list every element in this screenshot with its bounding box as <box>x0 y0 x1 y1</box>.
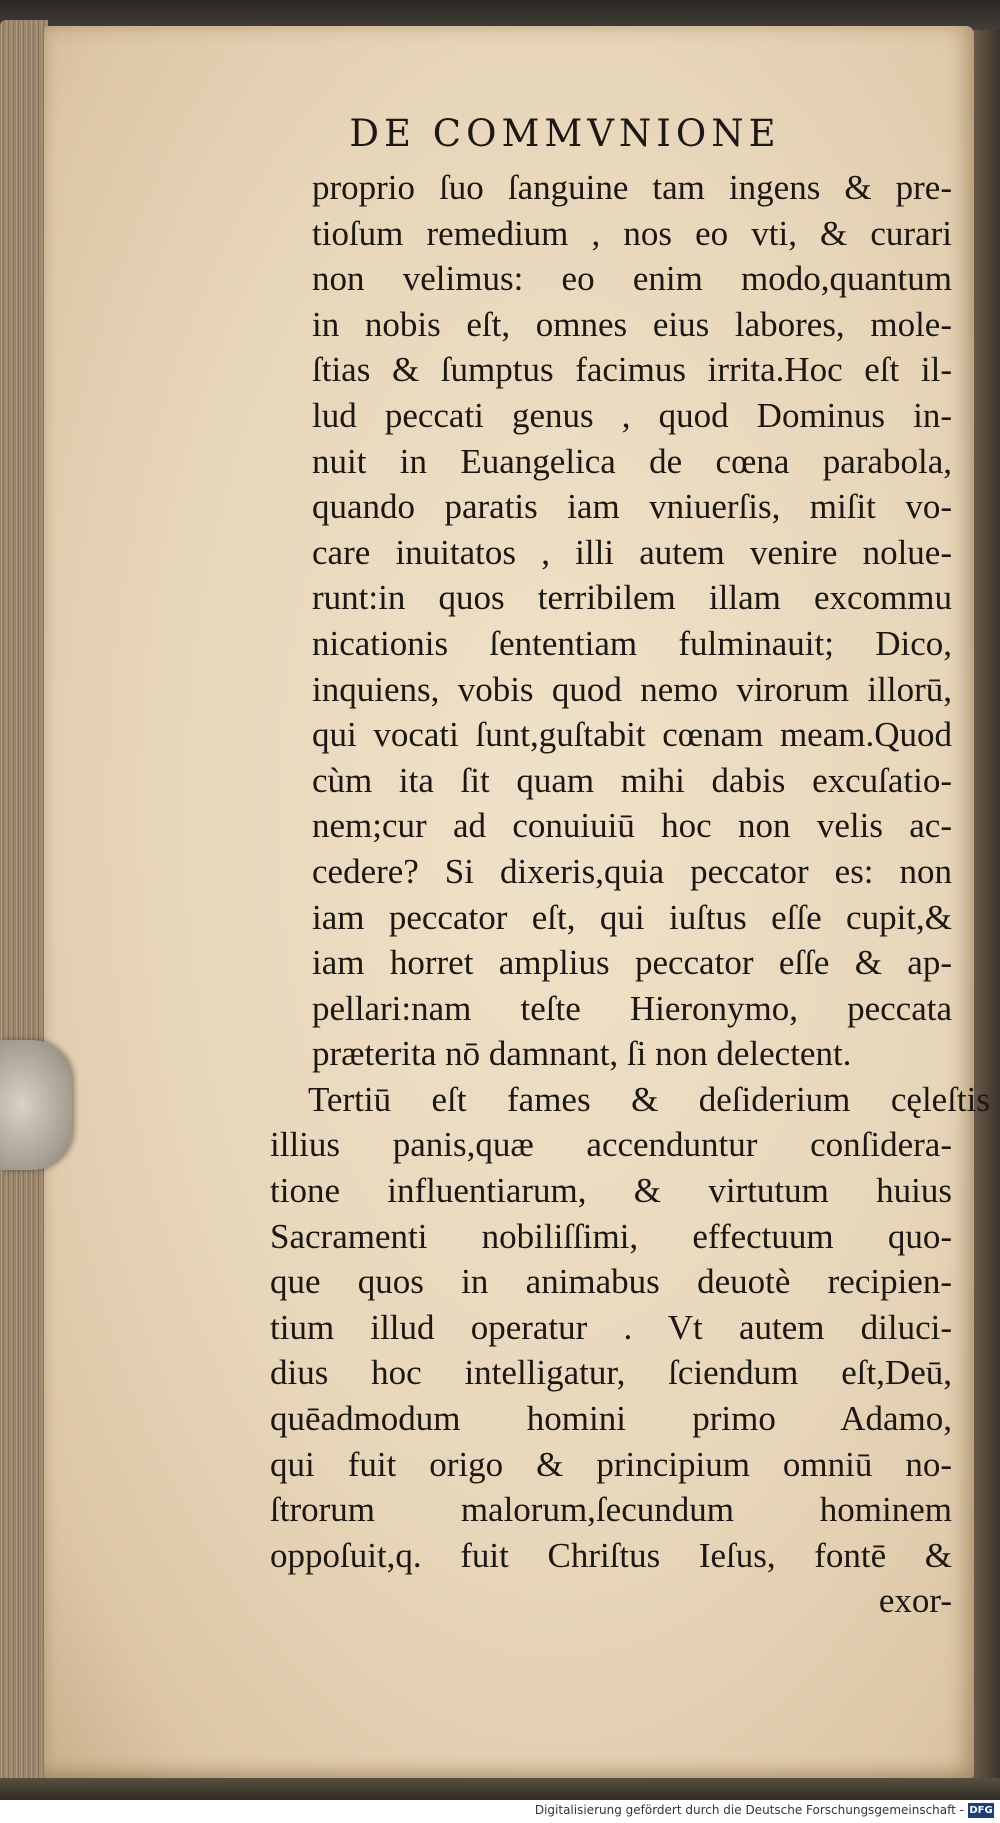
text-line: Sacramenti nobiliſſimi, effectuum quo- <box>270 1216 952 1256</box>
dfg-logo: DFG <box>969 1805 993 1816</box>
text-line: tium illud operatur . Vt autem diluci- <box>270 1307 952 1347</box>
scan-bottom-border <box>0 1778 1000 1800</box>
text-line: iam horret amplius peccator eſſe & ap- <box>312 943 952 983</box>
text-line: dius hoc intelligatur, ſciendum eſt,Deū, <box>270 1353 952 1393</box>
text-line: qui vocati ſunt,guſtabit cœnam meam.Quod <box>312 715 952 755</box>
text-line: quando paratis iam vniuerſis, miſit vo- <box>312 487 952 527</box>
text-line: lud peccati genus , quod Dominus in- <box>312 395 952 435</box>
text-line: præterita nō damnant, ſi non delectent. <box>312 1034 852 1074</box>
text-line: tione influentiarum, & virtutum huius <box>270 1171 952 1211</box>
text-line: iam peccator eſt, qui iuſtus eſſe cupit,& <box>312 897 952 937</box>
text-line: oppoſuit,q. fuit Chriſtus Ieſus, fontē & <box>270 1535 952 1575</box>
text-line: non velimus: eo enim modo,quantum <box>312 259 952 299</box>
text-line: care inuitatos , illi autem venire nolue- <box>312 532 952 572</box>
book-page-edge <box>0 20 48 1790</box>
text-line: pellari:nam teſte Hieronymo, peccata <box>312 988 952 1028</box>
text-line: ſtrorum malorum,ſecundum hominem <box>270 1490 952 1530</box>
text-line: cedere? Si dixeris,quia peccator es: non <box>312 851 952 891</box>
text-line: Tertiū eſt fames & deſiderium cęleſtis <box>308 1079 990 1119</box>
text-line: ſtias & ſumptus facimus irrita.Hoc eſt il- <box>312 350 952 390</box>
text-line: quēadmodum homini primo Adamo, <box>270 1399 952 1439</box>
text-line: inquiens, vobis quod nemo virorum illorū, <box>312 669 952 709</box>
text-line: illius panis,quæ accenduntur conſidera- <box>270 1125 952 1165</box>
catchword: exor- <box>878 1581 952 1621</box>
text-line: runt:in quos terribilem illam excommu <box>312 578 952 618</box>
running-title: DE COMMVNIONE <box>349 112 781 155</box>
text-line: nicationis ſententiam fulminauit; Dico, <box>312 623 952 663</box>
text-line: proprio ſuo ſanguine tam ingens & pre- <box>312 168 952 207</box>
text-line: nuit in Euangelica de cœna parabola, <box>312 441 952 481</box>
text-line: qui fuit origo & principium omniū no- <box>270 1444 952 1484</box>
scan-right-border <box>972 30 1000 1790</box>
body-text <box>270 165 990 1624</box>
text-line: que quos in animabus deuotè recipien- <box>270 1262 952 1302</box>
book-clasp <box>0 1040 72 1170</box>
digitization-credit: Digitalisierung gefördert durch die Deutsche Forschungsgemeinschaft - <box>534 1803 964 1817</box>
text-line: nem;cur ad conuiuiū hoc non velis ac- <box>312 806 952 846</box>
text-line: in nobis eſt, omnes eius labores, mole- <box>312 304 952 344</box>
text-line: cùm ita ſit quam mihi dabis excuſatio- <box>312 760 952 800</box>
text-line: tioſum remedium , nos eo vti, & curari <box>312 213 952 253</box>
